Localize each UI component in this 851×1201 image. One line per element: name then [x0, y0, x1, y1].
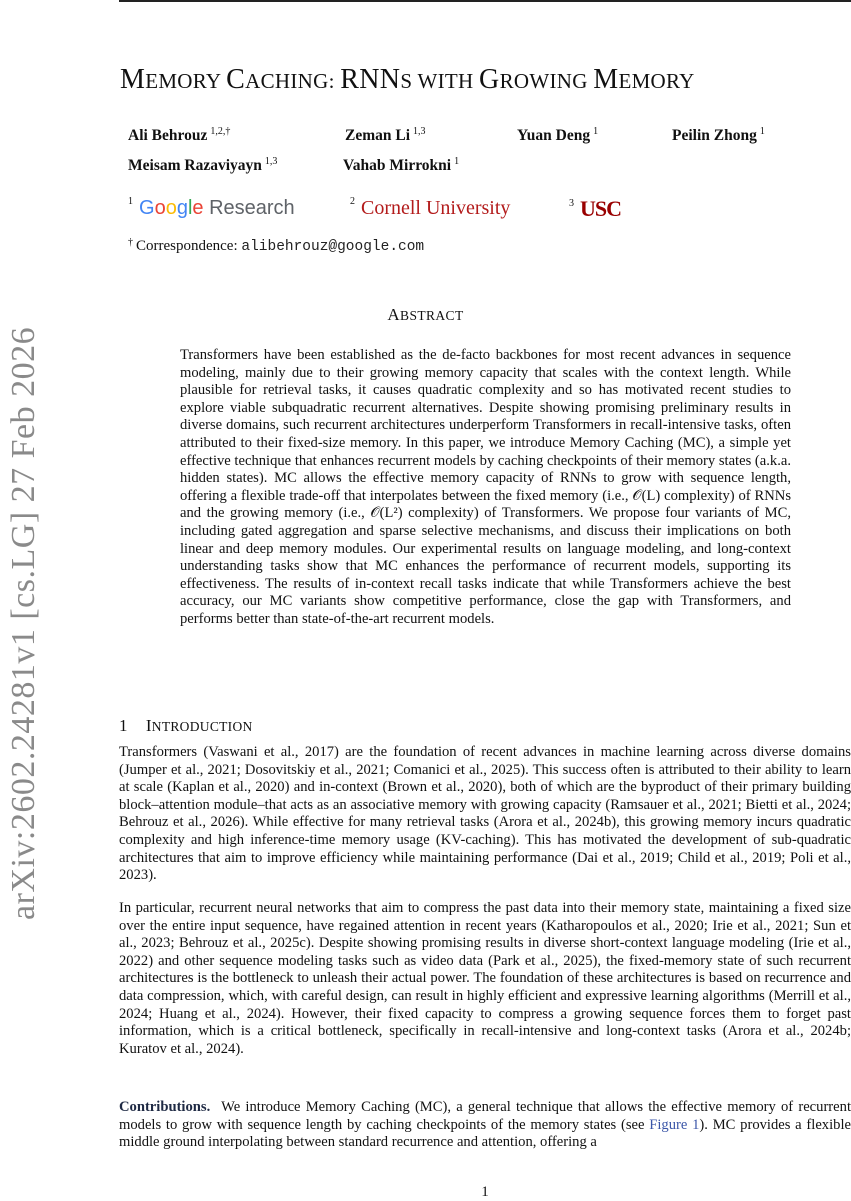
- abstract-text: Transformers have been established as the de-facto backbones for most recent advances in sequence modeling, mainly due to their growing memory capacity that scales with the context length. While plausible for retrieval tasks, it causes quadratic complexity and so has motivated recent studies to explore viable subquadratic recurrent alternatives. Despite showing promising preliminary results in diverse domains, such recurrent architectures underperform Transformers in recall-intensive tasks, often attributed to their fixed-size memory. In this paper, we introduce Memory Caching (MC), a simple yet effective technique that enhances recurrent models by caching checkpoints of their memory states (a.k.a. hidden states). MC allows the effective memory capacity of RNNs to grow with sequence length, offering a flexible trade-off that interpolates between the fixed memory (i.e., 𝒪(L) complexity) of RNNs and the growing memory (i.e., 𝒪(L²) complexity) of Transformers. We propose four variants of MC, including gated aggregation and sparse selective mechanisms, and discuss their implications on both linear and deep memory modules. Our experimental results on language modeling, and long-context understanding tasks show that MC enhances the performance of recurrent models, supporting its effectiveness. The results of in-context recall tasks indicate that while Transformers achieve the best accuracy, our MC variants show competitive performance, close the gap with Transformers, and performs better than state-of-the-art recurrent models.: [180, 347, 791, 627]
- contributions-heading: Contributions.: [119, 1099, 211, 1115]
- section-heading-introduction: 1 INTRODUCTION: [119, 716, 253, 735]
- intro-paragraph: In particular, recurrent neural networks that aim to compress the past data into their memory state, maintaining a fixed size over the entire input sequence, have regained attention in recent years (Katharopoulos et al., 2020; Irie et al., 2021; Sun et al., 2023; Behrouz et al., 2025c). Despite showing promising results in diverse short-context language modeling (Irie et al., 2022) and other sequence modeling tasks such as video data (Park et al., 2025), the fixed-memory state of such recurrent architectures is the bottleneck to unleash their actual power. The foundation of these architectures is based on recurrence and data compression, which, with careful design, can result in highly efficient and expressive learning algorithms (Merrill et al., 2024; Huang et al., 2024). However, their fixed capacity to compress a growing sequence forces them to forget past information, which is a critical bottleneck, specifically in recall-intensive and long-context tasks (Arora et al., 2024b; Kuratov et al., 2024).: [119, 900, 851, 1057]
- correspondence-line: † Correspondence: alibehrouz@google.com: [128, 237, 425, 255]
- correspondence-email[interactable]: alibehrouz@google.com: [241, 239, 425, 255]
- top-rule: [119, 0, 851, 2]
- affiliation-google-research: $^1$ Google Research: [128, 196, 295, 219]
- author: Yuan Deng $^1$: [517, 126, 599, 144]
- author: Peilin Zhong $^1$: [672, 126, 765, 144]
- abstract-heading: ABSTRACT: [387, 305, 464, 324]
- author: Vahab Mirrokni $^1$: [343, 156, 460, 174]
- google-research-logo: Google Research: [139, 197, 295, 219]
- author: Ali Behrouz $^{1,2,\dagger}$: [128, 126, 231, 144]
- author: Meisam Razaviyayn $^{1,3}$: [128, 156, 278, 174]
- contributions-paragraph: Contributions. We introduce Memory Caching (MC), a general technique that allows the effective memory of recurrent models to grow with sequence length by caching checkpoints of the memory states (see Figure 1). MC provides a flexible middle ground interpolating between standard recurrence and attention, offering a: [119, 1099, 851, 1151]
- paper-title: MEMORY CACHING: RNNS WITH GROWING MEMORY: [120, 64, 695, 95]
- arxiv-identifier-stamp: arXiv:2602.24281v1 [cs.LG] 27 Feb 2026: [5, 326, 42, 920]
- usc-logo: USC: [580, 196, 622, 221]
- page-number: 1: [481, 1184, 489, 1200]
- affiliation-usc: $^3$ USC: [569, 196, 622, 221]
- figure-1-link[interactable]: Figure 1: [649, 1116, 700, 1133]
- affiliations: [128, 196, 728, 226]
- intro-paragraph: Transformers (Vaswani et al., 2017) are the foundation of recent advances in machine learning across diverse domains (Jumper et al., 2021; Dosovitskiy et al., 2021; Comanici et al., 2025). This success often is attributed to their ability to learn at scale (Kaplan et al., 2020) and in-context (Brown et al., 2020), both of which are the byproduct of their primary building block–attention module–that acts as an associative memory with growing capacity (Ramsauer et al., 2021; Bietti et al., 2024; Behrouz et al., 2026). While effective for many retrieval tasks (Arora et al., 2024b), this growing memory incurs quadratic complexity and high inference-time memory usage (KV-caching). This has motivated the development of sub-quadratic architectures that aim to improve efficiency while maintaining performance (Dai et al., 2019; Child et al., 2019; Poli et al., 2023).: [119, 744, 851, 884]
- affiliation-cornell: $^2$ Cornell University: [350, 196, 511, 219]
- cornell-university-logo: Cornell University: [361, 197, 511, 219]
- author: Zeman Li $^{1,3}$: [345, 126, 426, 144]
